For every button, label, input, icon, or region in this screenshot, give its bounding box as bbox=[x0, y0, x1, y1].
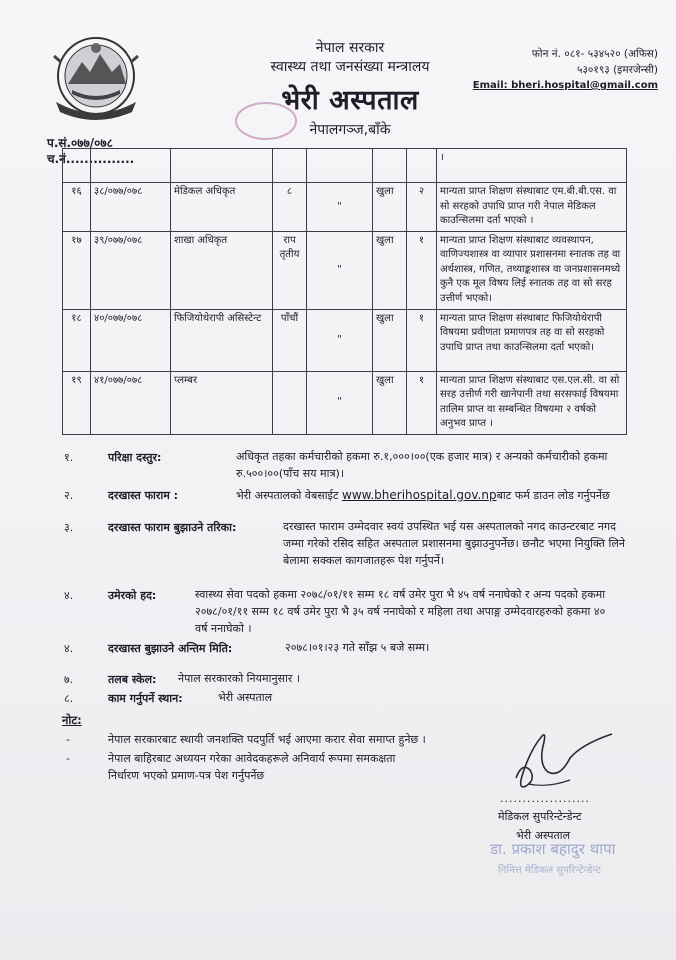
handwritten-signature bbox=[508, 728, 618, 794]
form-text-before: भेरी अस्पतालको वेबसाईट bbox=[236, 489, 339, 502]
table-cell-code: ४१/०७७/०७८ bbox=[91, 371, 171, 434]
section-number: १. bbox=[64, 451, 74, 464]
table-cell-type: खुला bbox=[373, 309, 407, 371]
section-number: २. bbox=[64, 489, 74, 502]
section-text-age-limit: स्वास्थ्य सेवा पदको हकमा २०७८/०१/११ सम्म १८ वर्ष उमेर पुरा भै ४५ वर्ष ननाघेको र अन्य पदको हकमा २०७८/०१/११ सम्म १८ वर्ष उमेर पुरा भै ३५ वर्ष ननाघेको र महिला तथा अपाङ्ग उम्मेदवारहरुको हकमा ४० वर्ष ननाघेको । bbox=[195, 588, 606, 636]
section-number: ७. bbox=[64, 673, 74, 686]
dispatch-number: च.नं............... bbox=[47, 152, 135, 166]
table-cell-count: १ bbox=[407, 231, 437, 309]
table-cell-type: खुला bbox=[373, 231, 407, 309]
faded-stamp-mark bbox=[232, 100, 300, 142]
table-cell-type: खुला bbox=[373, 183, 407, 232]
phone-emergency: ५३०१९३ (इमरजेन्सी) bbox=[576, 64, 658, 76]
section-text-workplace: भेरी अस्पताल bbox=[218, 691, 273, 704]
header-location: नेपालगञ्ज,बाँके bbox=[309, 122, 391, 138]
table-cell-service: " bbox=[307, 371, 373, 434]
table-cell-level: राप तृतीय bbox=[273, 231, 307, 309]
table-cell-post: शाखा अधिकृत bbox=[171, 231, 273, 309]
note-2: नेपाल बाहिरबाट अध्ययन गरेका आवेदकहरूले अनिवार्य रूपमा समकक्षता निर्धारण भएको प्रमाण-पत्र पेश गर्नुपर्नेछ bbox=[108, 752, 396, 783]
table-cell-sn: १८ bbox=[63, 309, 91, 371]
section-label-deadline: दरखास्त बुझाउने अन्तिम मिति: bbox=[108, 642, 233, 655]
signature-line: .................... bbox=[500, 792, 590, 805]
table-cell-qualification: मान्यता प्राप्त शिक्षण संस्थाबाट व्यवस्थापन, वाणिज्यशास्त्र वा व्यापार प्रशासनमा स्नातक तह वा अर्थशास्त्र, गणित, तथ्याङ्कशास्त्र वा जनप्रशासनमध्ये कुनै एक मूल विषय लिई स्नातक तह वा सो सरह उत्तीर्ण भएको। bbox=[437, 231, 627, 309]
table-row bbox=[63, 371, 627, 434]
bullet-dash: - bbox=[66, 752, 70, 765]
table-cell-count: २ bbox=[407, 183, 437, 232]
section-label-exam-fee: परिक्षा दस्तुर: bbox=[108, 451, 162, 464]
notes-heading: नोट: bbox=[62, 713, 82, 727]
header-hospital: भेरी अस्पताल bbox=[281, 85, 419, 116]
table-cell-qualification: मान्यता प्राप्त शिक्षण संस्थाबाट एस.एल.सी. वा सो सरह उत्तीर्ण गरी खानेपानी तथा सरसफाई विषयमा तालिम प्राप्त वा सम्बन्धित विषयमा २ वर्षको अनुभव प्राप्त । bbox=[437, 371, 627, 434]
section-text-exam-fee: अधिकृत तहका कर्मचारीको हकमा रु.१,०००।००(एक हजार मात्र) र अन्यको कर्मचारीको हकमा रु.५००।००(पाँच सय मात्र)। bbox=[236, 450, 608, 481]
table-cell-post: फिजियोथेरापी असिस्टेन्ट bbox=[171, 309, 273, 371]
section-label-workplace: काम गर्नुपर्ने स्थान: bbox=[108, 692, 183, 705]
stamp-name: डा. प्रकाश बहादुर थापा bbox=[490, 840, 616, 858]
table-cell-qualification: । bbox=[437, 149, 627, 183]
table-row bbox=[63, 309, 627, 371]
header-ministry: स्वास्थ्य तथा जनसंख्या मन्त्रालय bbox=[270, 59, 430, 75]
table-cell-sn: १६ bbox=[63, 183, 91, 232]
table-cell-service: " bbox=[307, 183, 373, 232]
section-text-deadline: २०७८।०१।२३ गते साँझ ५ बजे सम्म। bbox=[285, 641, 430, 654]
table-cell-count: १ bbox=[407, 309, 437, 371]
nepal-government-emblem-icon bbox=[46, 32, 146, 124]
table-cell-level bbox=[273, 371, 307, 434]
table-cell-code: ३८/०७७/०७८ bbox=[91, 183, 171, 232]
note-1: नेपाल सरकारबाट स्थायी जनशक्ति पदपुर्ति भई आएमा करार सेवा समाप्त हुनेछ । bbox=[108, 733, 426, 746]
signatory-org: भेरी अस्पताल bbox=[516, 829, 571, 842]
reference-number: प.सं.०७७/०७८ bbox=[47, 136, 113, 150]
table-cell-post: प्लम्बर bbox=[171, 371, 273, 434]
section-number: ४. bbox=[64, 642, 74, 655]
table-cell-service: " bbox=[307, 231, 373, 309]
section-label-submission: दरखास्त फाराम बुझाउने तरिका: bbox=[108, 521, 237, 534]
table-cell-count: १ bbox=[407, 371, 437, 434]
bullet-dash: - bbox=[66, 733, 70, 746]
section-text-form bbox=[236, 486, 656, 505]
table-cell-sn: १७ bbox=[63, 231, 91, 309]
table-row bbox=[63, 183, 627, 232]
section-label-form: दरखास्त फाराम : bbox=[108, 489, 179, 502]
phone-office: फोन नं. ०८१- ५३४५२० (अफिस) bbox=[531, 48, 658, 60]
table-cell-post: मेडिकल अधिकृत bbox=[171, 183, 273, 232]
section-label-salary: तलब स्केल: bbox=[108, 673, 157, 686]
table-cell-level: ८ bbox=[273, 183, 307, 232]
vacancy-table bbox=[62, 148, 627, 435]
email-link[interactable]: Email: bheri.hospital@gmail.com bbox=[472, 80, 658, 91]
section-number: ८. bbox=[64, 692, 74, 705]
section-label-age-limit: उमेरको हद: bbox=[108, 589, 157, 602]
table-cell-sn: १९ bbox=[63, 371, 91, 434]
form-text-after: बाट फर्म डाउन लोड गर्नुपर्नेछ bbox=[496, 489, 610, 502]
table-cell-service: " bbox=[307, 309, 373, 371]
table-cell-level: पाँचौं bbox=[273, 309, 307, 371]
section-text-submission: दरखास्त फाराम उम्मेदवार स्वयं उपस्थित भई यस अस्पतालको नगद काउन्टरबाट नगद जम्मा गरेको रसिद सहित अस्पताल प्रशासनमा बुझाउनुपर्नेछ। छनौट भएमा नियुक्ति लिने बेलामा सक्कल कागजातहरू पेश गर्नुपर्ने। bbox=[283, 520, 625, 568]
table-cell-qualification: मान्यता प्राप्त शिक्षण संस्थाबाट एम.बी.बी.एस. वा सो सरहको उपाधि प्राप्त गरी नेपाल मेडिकल काउन्सिलमा दर्ता भएको । bbox=[437, 183, 627, 232]
section-number: ३. bbox=[64, 521, 74, 534]
section-text-salary: नेपाल सरकारको नियमानुसार । bbox=[178, 672, 300, 685]
stamp-title: निमित्त मेडिकल सुपरिन्टेन्डेन्ट bbox=[498, 865, 601, 876]
section-number: ४. bbox=[64, 589, 74, 602]
table-row bbox=[63, 231, 627, 309]
website-link[interactable]: www.bherihospital.gov.np bbox=[342, 488, 497, 502]
table-cell-qualification: मान्यता प्राप्त शिक्षण संस्थाबाट फिजियोथेरापी विषयमा प्रवीणता प्रमाणपत्र तह वा सो सरहको उपाधि प्राप्त तथा काउन्सिलमा दर्ता भएको। bbox=[437, 309, 627, 371]
header-government: नेपाल सरकार bbox=[315, 40, 385, 56]
signatory-title: मेडिकल सुपरिन्टेन्डेन्ट bbox=[498, 810, 582, 823]
table-cell-code: ४०/०७७/०७८ bbox=[91, 309, 171, 371]
table-row bbox=[63, 149, 627, 183]
table-cell-code: ३९/०७७/०७८ bbox=[91, 231, 171, 309]
table-cell-type: खुला bbox=[373, 371, 407, 434]
